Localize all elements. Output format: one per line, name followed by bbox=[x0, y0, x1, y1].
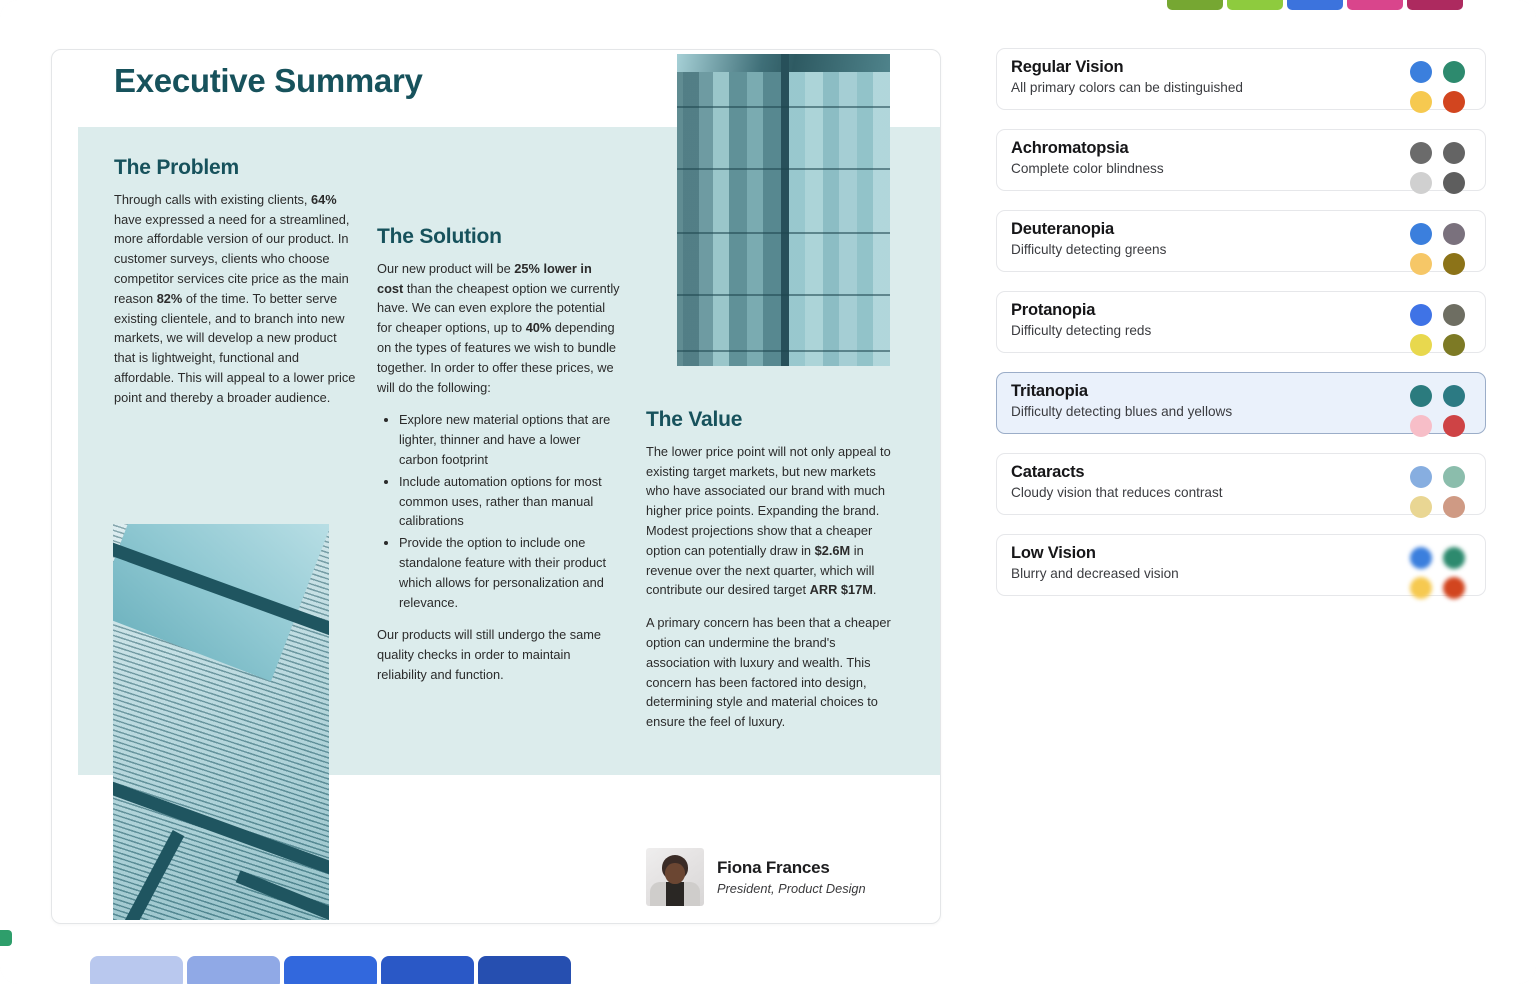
color-swatch-dot bbox=[1443, 385, 1465, 407]
vision-option-description: Complete color blindness bbox=[1011, 161, 1164, 176]
vision-option-title: Tritanopia bbox=[1011, 382, 1088, 400]
sky-region bbox=[113, 524, 329, 681]
vision-option-title: Achromatopsia bbox=[1011, 139, 1129, 157]
palette-swatch[interactable] bbox=[1167, 0, 1223, 10]
palette-swatch[interactable] bbox=[90, 956, 183, 984]
color-swatch-dot bbox=[1443, 304, 1465, 326]
color-swatch-dot bbox=[1410, 496, 1432, 518]
vision-option-description: Difficulty detecting blues and yellows bbox=[1011, 404, 1233, 419]
color-swatch-dot bbox=[1410, 577, 1432, 599]
solution-paragraph bbox=[377, 259, 620, 398]
solution-bullet-list bbox=[377, 410, 620, 612]
body-text: . bbox=[872, 582, 877, 598]
list-item: • Provide the option to include one standalone feature with their product which allows for personalization and relevance. bbox=[399, 533, 620, 612]
vision-option-regular-vision[interactable] bbox=[996, 48, 1486, 110]
vision-option-protanopia[interactable] bbox=[996, 291, 1486, 353]
vision-option-description: Cloudy vision that reduces contrast bbox=[1011, 485, 1223, 500]
structural-beam bbox=[113, 830, 184, 920]
body-text: Our new product will be bbox=[377, 260, 515, 276]
executive-summary-document[interactable] bbox=[51, 49, 941, 924]
vision-option-deuteranopia[interactable] bbox=[996, 210, 1486, 272]
color-swatch-dot bbox=[1443, 415, 1465, 437]
color-swatch-dot bbox=[1443, 547, 1465, 569]
bottom-decorative-palette bbox=[90, 956, 575, 984]
bridge-architecture-photo bbox=[113, 524, 329, 920]
color-swatch-dot bbox=[1410, 385, 1432, 407]
problem-paragraph bbox=[114, 190, 356, 408]
body-text: depending on the types of features we wish to bundle together. In order to offer these prices, we will do the following: bbox=[377, 320, 617, 395]
page-title: Executive Summary bbox=[114, 62, 423, 99]
vision-option-description: Difficulty detecting reds bbox=[1011, 323, 1152, 338]
vision-option-description: Difficulty detecting greens bbox=[1011, 242, 1167, 257]
emphasis-text: ARR $17M bbox=[809, 582, 873, 598]
color-swatch-dot bbox=[1410, 61, 1432, 83]
vision-color-swatches bbox=[1410, 385, 1469, 440]
palette-swatch[interactable] bbox=[478, 956, 571, 984]
vision-option-title: Low Vision bbox=[1011, 544, 1096, 562]
vision-option-low-vision[interactable] bbox=[996, 534, 1486, 596]
vision-option-tritanopia[interactable] bbox=[996, 372, 1486, 434]
palette-swatch[interactable] bbox=[187, 956, 280, 984]
vision-option-title: Deuteranopia bbox=[1011, 220, 1115, 238]
section-the-problem bbox=[114, 158, 356, 421]
color-swatch-dot bbox=[1443, 142, 1465, 164]
signature-text bbox=[717, 858, 866, 896]
vision-color-swatches bbox=[1410, 223, 1469, 278]
color-swatch-dot bbox=[1410, 547, 1432, 569]
palette-swatch[interactable] bbox=[284, 956, 377, 984]
body-text: of the time. To better serve existing clientele, and to branch into new markets, we will develop a new product that is lightweight, functional and affordable. This will appeal to a lower price point and thereby a broader audience. bbox=[114, 290, 356, 405]
color-swatch-dot bbox=[1443, 91, 1465, 113]
palette-swatch[interactable] bbox=[381, 956, 474, 984]
body-text: in revenue over the next quarter, which will contribute our desired target bbox=[646, 542, 875, 598]
structural-beam bbox=[236, 870, 329, 920]
building-floor-line bbox=[677, 294, 890, 296]
color-swatch-dot bbox=[1443, 334, 1465, 356]
vision-color-swatches bbox=[1410, 547, 1469, 602]
palette-swatch[interactable] bbox=[1227, 0, 1283, 10]
author-role: President, Product Design bbox=[717, 881, 866, 896]
avatar-shirt bbox=[666, 882, 684, 906]
value-closing-paragraph: A primary concern has been that a cheaper option can undermine the brand's association with luxury and wealth. This concern has been factored into design, determining style and material choices to ensure the feel of luxury. bbox=[646, 615, 891, 730]
section-heading: The Value bbox=[646, 408, 743, 431]
vision-simulation-list bbox=[996, 48, 1486, 615]
vision-color-swatches bbox=[1410, 466, 1469, 521]
emphasis-text: 40% bbox=[525, 320, 552, 336]
section-the-solution bbox=[377, 227, 620, 698]
color-swatch-dot bbox=[1443, 61, 1465, 83]
color-swatch-dot bbox=[1410, 253, 1432, 275]
building-corner-edge bbox=[781, 54, 789, 366]
color-swatch-dot bbox=[1410, 91, 1432, 113]
vision-option-description: All primary colors can be distinguished bbox=[1011, 80, 1243, 95]
emphasis-text: 82% bbox=[156, 290, 183, 306]
color-swatch-dot bbox=[1443, 223, 1465, 245]
vision-color-swatches bbox=[1410, 142, 1469, 197]
author-signature bbox=[646, 848, 866, 906]
color-swatch-dot bbox=[1410, 334, 1432, 356]
vision-option-description: Blurry and decreased vision bbox=[1011, 566, 1179, 581]
palette-swatch[interactable] bbox=[1407, 0, 1463, 10]
building-floor-line bbox=[677, 232, 890, 234]
building-floor-line bbox=[677, 106, 890, 108]
color-swatch-dot bbox=[1410, 415, 1432, 437]
palette-swatch[interactable] bbox=[1287, 0, 1343, 10]
emphasis-text: 64% bbox=[311, 191, 337, 207]
vision-option-achromatopsia[interactable] bbox=[996, 129, 1486, 191]
color-swatch-dot bbox=[1443, 496, 1465, 518]
corner-accent-square bbox=[0, 930, 12, 946]
color-swatch-dot bbox=[1443, 253, 1465, 275]
emphasis-text: $2.6M bbox=[814, 542, 851, 558]
body-text: have expressed a need for a streamlined, more affordable version of our product. In customer surveys, clients who choose competitor services cite price as the main reason bbox=[114, 211, 350, 306]
section-the-value bbox=[646, 410, 892, 745]
color-swatch-dot bbox=[1410, 223, 1432, 245]
value-paragraph bbox=[646, 442, 892, 600]
building-photo bbox=[677, 54, 890, 366]
color-swatch-dot bbox=[1410, 466, 1432, 488]
avatar bbox=[646, 848, 704, 906]
section-heading: The Problem bbox=[114, 156, 239, 179]
vision-option-cataracts[interactable] bbox=[996, 453, 1486, 515]
list-item: • Include automation options for most common uses, rather than manual calibrations bbox=[399, 472, 620, 531]
color-swatch-dot bbox=[1410, 172, 1432, 194]
author-name: Fiona Frances bbox=[717, 858, 830, 877]
color-swatch-dot bbox=[1410, 142, 1432, 164]
body-text: The lower price point will not only appeal to existing target markets, but new markets who have associated our brand with much higher price points. Expanding the brand. Modest projections show that a cheaper option can potentially draw in bbox=[646, 443, 891, 558]
color-swatch-dot bbox=[1443, 577, 1465, 599]
vision-option-title: Protanopia bbox=[1011, 301, 1096, 319]
color-swatch-dot bbox=[1443, 172, 1465, 194]
vision-option-title: Cataracts bbox=[1011, 463, 1085, 481]
avatar-face bbox=[665, 863, 685, 884]
section-heading: The Solution bbox=[377, 225, 502, 248]
body-text: than the cheapest option we currently have. We can even explore the potential for cheaper options, up to bbox=[377, 280, 620, 336]
structural-beam bbox=[113, 782, 329, 880]
vision-color-swatches bbox=[1410, 304, 1469, 359]
palette-swatch[interactable] bbox=[1347, 0, 1403, 10]
color-swatch-dot bbox=[1410, 304, 1432, 326]
vision-option-title: Regular Vision bbox=[1011, 58, 1124, 76]
building-floor-line bbox=[677, 168, 890, 170]
color-swatch-dot bbox=[1443, 466, 1465, 488]
top-decorative-palette bbox=[1167, 0, 1467, 10]
building-floor-line bbox=[677, 350, 890, 352]
vision-color-swatches bbox=[1410, 61, 1469, 116]
solution-closing-paragraph: Our products will still undergo the same quality checks in order to maintain reliability and function. bbox=[377, 627, 602, 682]
body-text: Through calls with existing clients, bbox=[114, 191, 312, 207]
list-item: • Explore new material options that are lighter, thinner and have a lower carbon footprint bbox=[399, 410, 620, 469]
emphasis-text: 25% lower in cost bbox=[377, 260, 592, 296]
